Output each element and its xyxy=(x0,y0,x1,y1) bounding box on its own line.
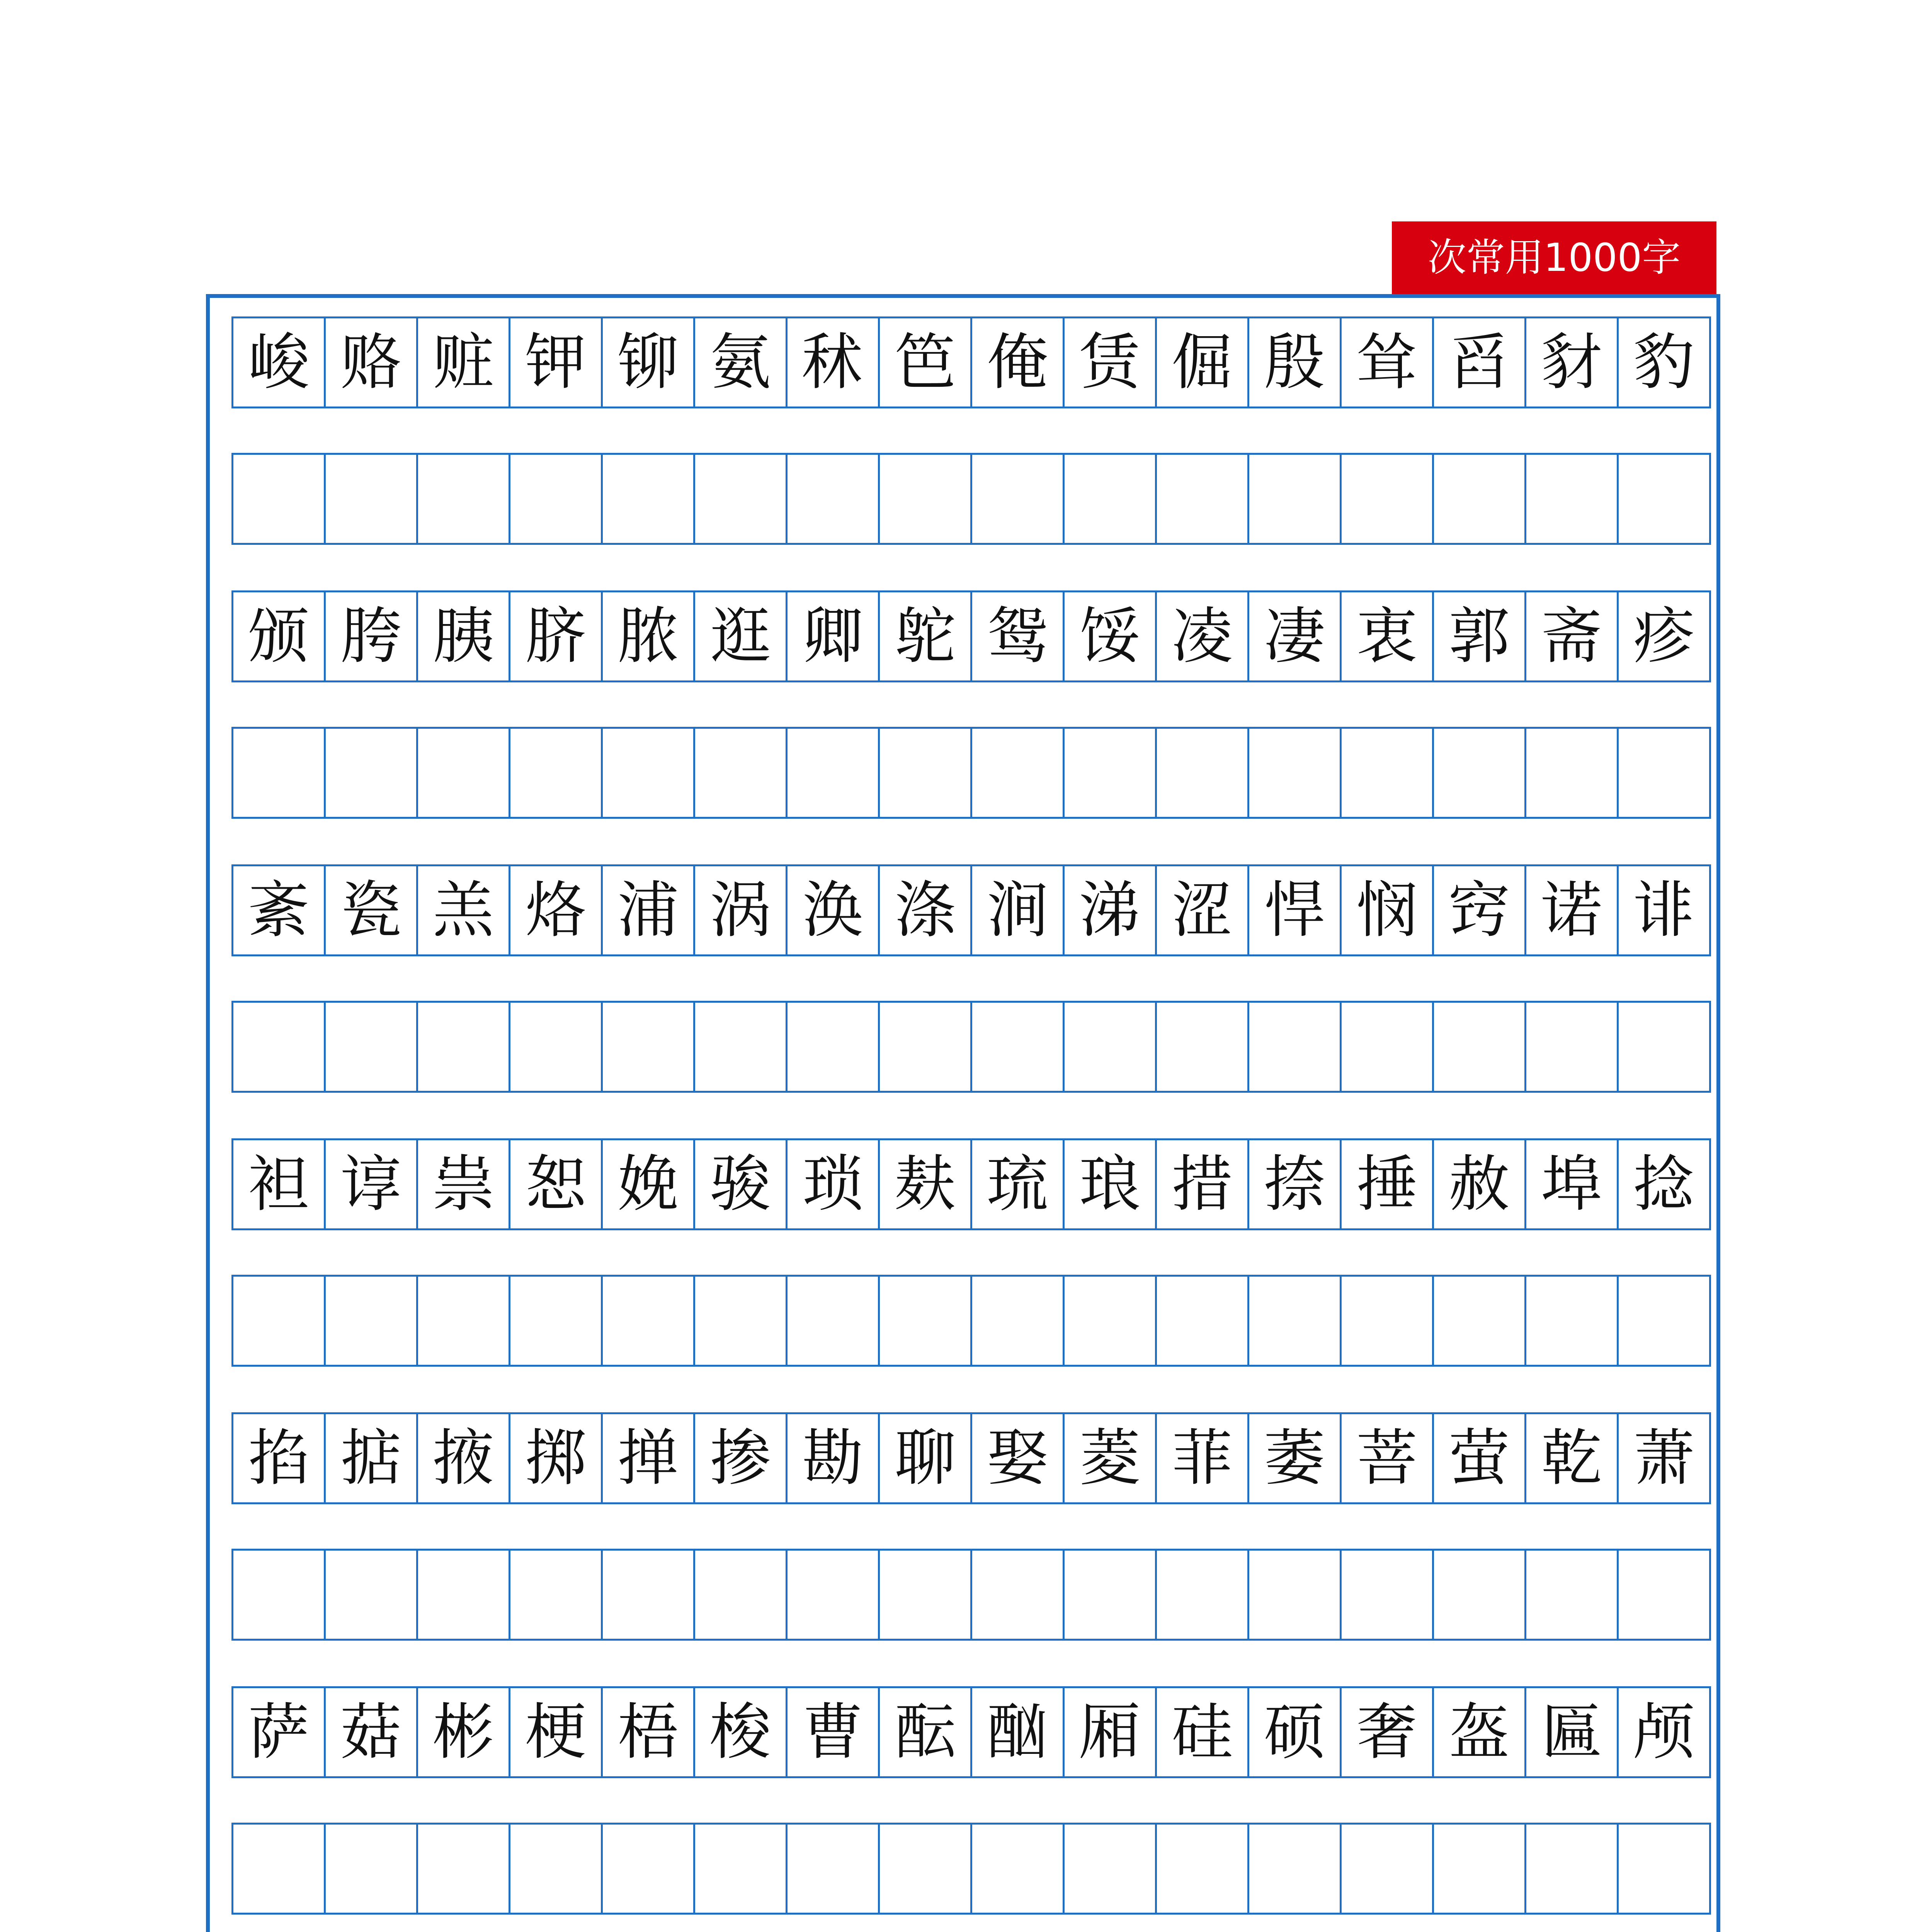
practice-cell[interactable] xyxy=(1157,1277,1249,1365)
practice-cell[interactable] xyxy=(1526,729,1619,817)
character-cell: 秫 xyxy=(788,318,880,406)
character-cell: 菱 xyxy=(1065,1414,1157,1502)
character-cell: 掷 xyxy=(510,1414,603,1502)
practice-cell[interactable] xyxy=(1065,1825,1157,1913)
character-row xyxy=(231,1412,1711,1504)
practice-cell[interactable] xyxy=(1249,1825,1342,1913)
character-cell: 掂 xyxy=(326,1414,418,1502)
character-cell: 酗 xyxy=(972,1688,1065,1776)
character-cell: 梗 xyxy=(510,1688,603,1776)
character-cell: 赁 xyxy=(1065,318,1157,406)
practice-cell[interactable] xyxy=(326,1277,418,1365)
practice-cell[interactable] xyxy=(1157,729,1249,817)
practice-cell[interactable] xyxy=(1342,1551,1434,1639)
character-cell: 涤 xyxy=(880,866,972,954)
practice-cell[interactable] xyxy=(972,1551,1065,1639)
practice-cell[interactable] xyxy=(510,1551,603,1639)
character-cell: 勘 xyxy=(788,1414,880,1502)
character-cell: 颁 xyxy=(233,592,326,680)
practice-cell[interactable] xyxy=(233,1003,326,1091)
practice-cell[interactable] xyxy=(1526,1551,1619,1639)
character-cell: 凄 xyxy=(1249,592,1342,680)
character-cell: 谆 xyxy=(326,1140,418,1228)
character-cell: 铆 xyxy=(603,318,695,406)
practice-cell[interactable] xyxy=(1342,729,1434,817)
practice-cell[interactable] xyxy=(1619,455,1711,543)
practice-cell[interactable] xyxy=(880,1003,972,1091)
practice-cell[interactable] xyxy=(1434,455,1526,543)
character-cell: 涡 xyxy=(695,866,788,954)
character-cell: 浦 xyxy=(603,866,695,954)
practice-cell[interactable] xyxy=(972,1277,1065,1365)
practice-cell[interactable] xyxy=(1065,1277,1157,1365)
character-cell: 鸳 xyxy=(972,592,1065,680)
practice-cell[interactable] xyxy=(1526,1825,1619,1913)
practice-cell[interactable] xyxy=(233,729,326,817)
character-cell: 娩 xyxy=(603,1140,695,1228)
character-cell: 萤 xyxy=(1434,1414,1526,1502)
character-cell: 掸 xyxy=(603,1414,695,1502)
practice-cell[interactable] xyxy=(1619,729,1711,817)
practice-cell[interactable] xyxy=(1526,1277,1619,1365)
character-cell: 颅 xyxy=(1619,1688,1711,1776)
practice-cell[interactable] xyxy=(1065,729,1157,817)
character-cell: 涩 xyxy=(1157,866,1249,954)
character-row xyxy=(231,1138,1711,1230)
practice-cell[interactable] xyxy=(695,1003,788,1091)
practice-row xyxy=(231,1001,1711,1093)
practice-row xyxy=(231,453,1711,545)
practice-cell[interactable] xyxy=(1157,455,1249,543)
character-cell: 悯 xyxy=(1342,866,1434,954)
character-cell: 菇 xyxy=(326,1688,418,1776)
character-cell: 骏 xyxy=(695,1140,788,1228)
character-cell: 娶 xyxy=(972,1414,1065,1502)
character-cell: 捻 xyxy=(1619,1140,1711,1228)
character-row xyxy=(231,864,1711,956)
character-cell: 窍 xyxy=(1434,866,1526,954)
character-cell: 衷 xyxy=(1342,592,1434,680)
character-cell: 涣 xyxy=(788,866,880,954)
character-cell: 捶 xyxy=(1342,1140,1434,1228)
character-cell: 馁 xyxy=(1065,592,1157,680)
character-cell: 倔 xyxy=(1157,318,1249,406)
practice-cell[interactable] xyxy=(1619,1003,1711,1091)
practice-cell[interactable] xyxy=(695,1277,788,1365)
practice-cell[interactable] xyxy=(1249,1003,1342,1091)
character-cell: 菩 xyxy=(1342,1414,1434,1502)
character-cell: 赃 xyxy=(418,318,510,406)
practice-cell[interactable] xyxy=(1065,1551,1157,1639)
practice-cell[interactable] xyxy=(510,455,603,543)
practice-cell[interactable] xyxy=(880,1825,972,1913)
practice-row xyxy=(231,1823,1711,1915)
character-cell: 羔 xyxy=(418,866,510,954)
character-cell: 涧 xyxy=(972,866,1065,954)
character-cell: 郭 xyxy=(1434,592,1526,680)
practice-cell[interactable] xyxy=(1619,1277,1711,1365)
character-cell: 麸 xyxy=(880,1140,972,1228)
character-cell: 斋 xyxy=(1526,592,1619,680)
character-cell: 掺 xyxy=(695,1414,788,1502)
practice-cell[interactable] xyxy=(1434,1003,1526,1091)
character-cell: 豹 xyxy=(1619,318,1711,406)
character-row xyxy=(231,1686,1711,1778)
practice-cell[interactable] xyxy=(1619,1825,1711,1913)
practice-cell[interactable] xyxy=(972,455,1065,543)
practice-cell[interactable] xyxy=(233,1825,326,1913)
practice-cell[interactable] xyxy=(1342,1003,1434,1091)
practice-cell[interactable] xyxy=(510,729,603,817)
practice-cell[interactable] xyxy=(603,1825,695,1913)
practice-cell[interactable] xyxy=(418,1551,510,1639)
practice-cell[interactable] xyxy=(1249,1277,1342,1365)
practice-cell[interactable] xyxy=(1249,1551,1342,1639)
practice-cell[interactable] xyxy=(418,1825,510,1913)
character-row xyxy=(231,590,1711,682)
practice-cell[interactable] xyxy=(1434,1551,1526,1639)
character-cell: 舀 xyxy=(1434,318,1526,406)
character-cell: 硕 xyxy=(1249,1688,1342,1776)
practice-cell[interactable] xyxy=(788,729,880,817)
practice-cell[interactable] xyxy=(603,1277,695,1365)
practice-cell[interactable] xyxy=(1065,1003,1157,1091)
character-cell: 脓 xyxy=(603,592,695,680)
practice-cell[interactable] xyxy=(603,455,695,543)
practice-cell[interactable] xyxy=(1342,1825,1434,1913)
character-cell: 笆 xyxy=(880,318,972,406)
character-cell: 厢 xyxy=(1065,1688,1157,1776)
character-cell: 捺 xyxy=(1249,1140,1342,1228)
character-cell: 掖 xyxy=(418,1414,510,1502)
practice-cell[interactable] xyxy=(1526,455,1619,543)
practice-cell[interactable] xyxy=(1249,729,1342,817)
character-cell: 曹 xyxy=(788,1688,880,1776)
practice-cell[interactable] xyxy=(233,455,326,543)
practice-cell[interactable] xyxy=(695,455,788,543)
character-cell: 盔 xyxy=(1434,1688,1526,1776)
practice-cell[interactable] xyxy=(880,455,972,543)
practice-cell[interactable] xyxy=(326,1551,418,1639)
character-cell: 胯 xyxy=(326,592,418,680)
character-cell: 聊 xyxy=(880,1414,972,1502)
character-cell: 琐 xyxy=(788,1140,880,1228)
character-cell: 匾 xyxy=(1526,1688,1619,1776)
practice-cell[interactable] xyxy=(1157,1825,1249,1913)
practice-cell[interactable] xyxy=(603,1003,695,1091)
character-cell: 酝 xyxy=(880,1688,972,1776)
practice-cell[interactable] xyxy=(880,1551,972,1639)
practice-cell[interactable] xyxy=(1434,729,1526,817)
practice-cell[interactable] xyxy=(326,729,418,817)
practice-cell[interactable] xyxy=(1249,455,1342,543)
practice-cell[interactable] xyxy=(788,1825,880,1913)
practice-row xyxy=(231,727,1711,819)
character-cell: 逛 xyxy=(695,592,788,680)
practice-cell[interactable] xyxy=(1157,1551,1249,1639)
practice-cell[interactable] xyxy=(972,1003,1065,1091)
practice-cell[interactable] xyxy=(326,455,418,543)
character-cell: 紊 xyxy=(233,866,326,954)
practice-cell[interactable] xyxy=(510,1277,603,1365)
practice-cell[interactable] xyxy=(695,729,788,817)
practice-cell[interactable] xyxy=(788,1003,880,1091)
practice-cell[interactable] xyxy=(418,1003,510,1091)
character-cell: 赂 xyxy=(326,318,418,406)
practice-cell[interactable] xyxy=(1342,1277,1434,1365)
character-cell: 萨 xyxy=(233,1688,326,1776)
practice-cell[interactable] xyxy=(1619,1551,1711,1639)
practice-cell[interactable] xyxy=(233,1551,326,1639)
character-cell: 豺 xyxy=(1526,318,1619,406)
practice-cell[interactable] xyxy=(880,729,972,817)
character-cell: 胰 xyxy=(418,592,510,680)
character-cell: 疹 xyxy=(1619,592,1711,680)
character-cell: 萧 xyxy=(1619,1414,1711,1502)
character-cell: 脐 xyxy=(510,592,603,680)
character-row xyxy=(231,316,1711,408)
character-cell: 俺 xyxy=(972,318,1065,406)
practice-cell[interactable] xyxy=(510,1003,603,1091)
practice-row xyxy=(231,1275,1711,1367)
practice-cell[interactable] xyxy=(326,1825,418,1913)
character-cell: 鸵 xyxy=(880,592,972,680)
character-cell: 烙 xyxy=(510,866,603,954)
character-cell: 乾 xyxy=(1526,1414,1619,1502)
practice-cell[interactable] xyxy=(880,1277,972,1365)
practice-cell[interactable] xyxy=(233,1277,326,1365)
practice-cell[interactable] xyxy=(603,1551,695,1639)
character-cell: 琅 xyxy=(1065,1140,1157,1228)
character-cell: 琉 xyxy=(972,1140,1065,1228)
character-cell: 峻 xyxy=(233,318,326,406)
character-cell: 钾 xyxy=(510,318,603,406)
practice-cell[interactable] xyxy=(510,1825,603,1913)
practice-cell[interactable] xyxy=(326,1003,418,1091)
character-cell: 菲 xyxy=(1157,1414,1249,1502)
character-cell: 恕 xyxy=(510,1140,603,1228)
practice-cell[interactable] xyxy=(418,455,510,543)
practice-row xyxy=(231,1549,1711,1641)
practice-cell[interactable] xyxy=(418,729,510,817)
character-cell: 掐 xyxy=(233,1414,326,1502)
section-tag: 次常用1000字 xyxy=(1392,221,1716,294)
character-cell: 卿 xyxy=(788,592,880,680)
practice-cell[interactable] xyxy=(1065,455,1157,543)
character-cell: 埠 xyxy=(1526,1140,1619,1228)
character-cell: 梭 xyxy=(695,1688,788,1776)
practice-cell[interactable] xyxy=(1434,1277,1526,1365)
practice-cell[interactable] xyxy=(788,455,880,543)
character-cell: 硅 xyxy=(1157,1688,1249,1776)
character-cell: 梧 xyxy=(603,1688,695,1776)
character-cell: 悍 xyxy=(1249,866,1342,954)
character-cell: 殷 xyxy=(1249,318,1342,406)
character-cell: 诺 xyxy=(1526,866,1619,954)
character-cell: 奢 xyxy=(1342,1688,1434,1776)
practice-cell[interactable] xyxy=(695,1825,788,1913)
character-cell: 措 xyxy=(1157,1140,1249,1228)
practice-cell[interactable] xyxy=(972,729,1065,817)
practice-cell[interactable] xyxy=(418,1277,510,1365)
character-cell: 祟 xyxy=(418,1140,510,1228)
character-cell: 氨 xyxy=(695,318,788,406)
character-cell: 萎 xyxy=(1249,1414,1342,1502)
character-cell: 凌 xyxy=(1157,592,1249,680)
practice-cell[interactable] xyxy=(788,1551,880,1639)
character-cell: 涕 xyxy=(1065,866,1157,954)
character-cell: 彬 xyxy=(418,1688,510,1776)
character-cell: 赦 xyxy=(1434,1140,1526,1228)
practice-cell[interactable] xyxy=(1526,1003,1619,1091)
practice-cell[interactable] xyxy=(972,1825,1065,1913)
practice-cell[interactable] xyxy=(1157,1003,1249,1091)
character-cell: 瓷 xyxy=(326,866,418,954)
practice-cell[interactable] xyxy=(695,1551,788,1639)
practice-cell[interactable] xyxy=(1434,1825,1526,1913)
practice-sheet-frame xyxy=(206,294,1720,1932)
character-cell: 袒 xyxy=(233,1140,326,1228)
practice-cell[interactable] xyxy=(603,729,695,817)
practice-cell[interactable] xyxy=(1342,455,1434,543)
character-cell: 诽 xyxy=(1619,866,1711,954)
character-cell: 耸 xyxy=(1342,318,1434,406)
practice-cell[interactable] xyxy=(788,1277,880,1365)
